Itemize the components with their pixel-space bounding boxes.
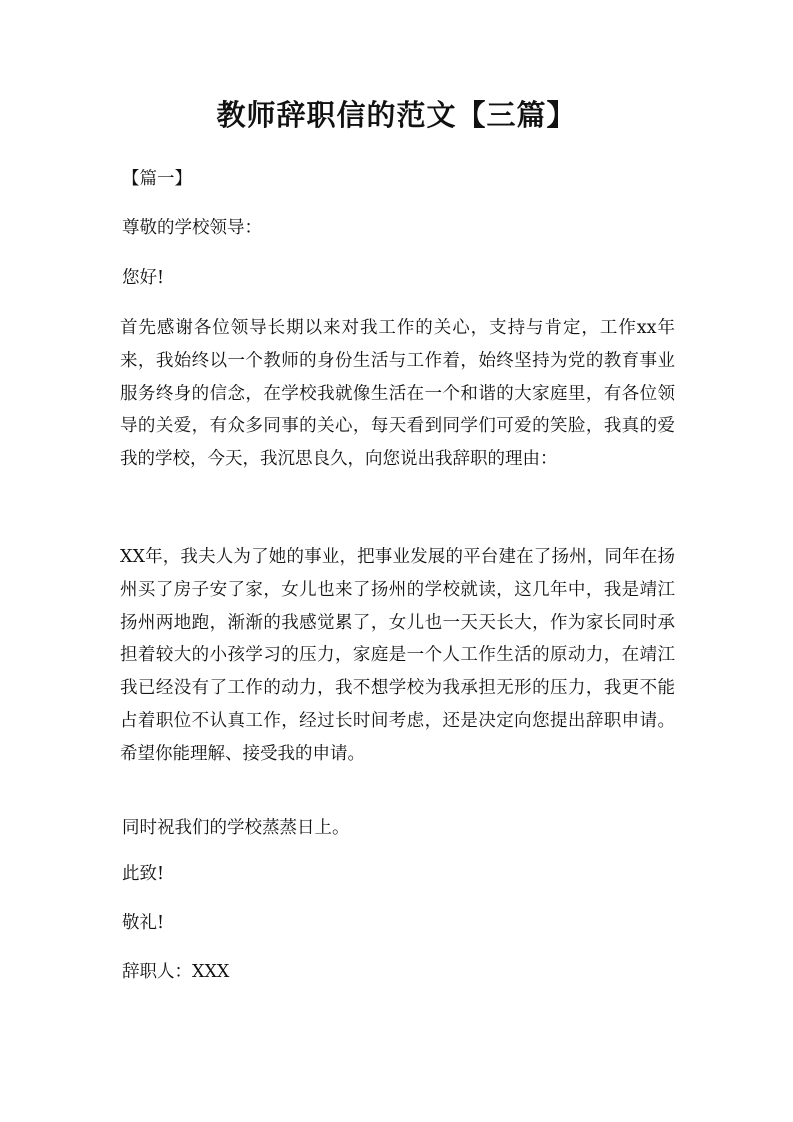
body-paragraph-2: XX年，我夫人为了她的事业，把事业发展的平台建在了扬州，同年在扬州买了房子安了家，女儿也来了扬州的学校就读，这几年中，我是靖江扬州两地跑，渐渐的我感觉累了，女儿也一天天长大，作为家长同时承担着较大的小孩学习的压力，家庭是一个人工作生活的原动力，在靖江我已经没有了工作的动力，我不想学校为我承担无形的压力，我更不能占着职位不认真工作，经过长时间考虑，还是决定向您提出辞职申请。希望你能理解、接受我的申请。 bbox=[120, 547, 675, 764]
closing-phrase-1: 此致! bbox=[122, 864, 165, 884]
closing-phrase-2: 敬礼! bbox=[122, 913, 165, 933]
signature: 辞职人：XXX bbox=[122, 962, 230, 982]
closing-wish: 同时祝我们的学校蒸蒸日上。 bbox=[122, 818, 350, 838]
section-heading: 【篇一】 bbox=[122, 169, 192, 189]
body-paragraph-1: 首先感谢各位领导长期以来对我工作的关心，支持与肯定，工作xx年来，我始终以一个教师的身份生活与工作着，始终坚持为党的教育事业服务终身的信念，在学校我就像生活在一个和谐的大家庭里，有各位领导的关爱，有众多同事的关心，每天看到同学们可爱的笑脸，我真的爱我的学校，今天，我沉思良久，向您说出我辞职的理由： bbox=[120, 318, 675, 470]
salutation: 尊敬的学校领导： bbox=[122, 218, 262, 238]
document-title: 教师辞职信的范文【三篇】 bbox=[216, 98, 577, 132]
greeting: 您好! bbox=[122, 268, 165, 288]
